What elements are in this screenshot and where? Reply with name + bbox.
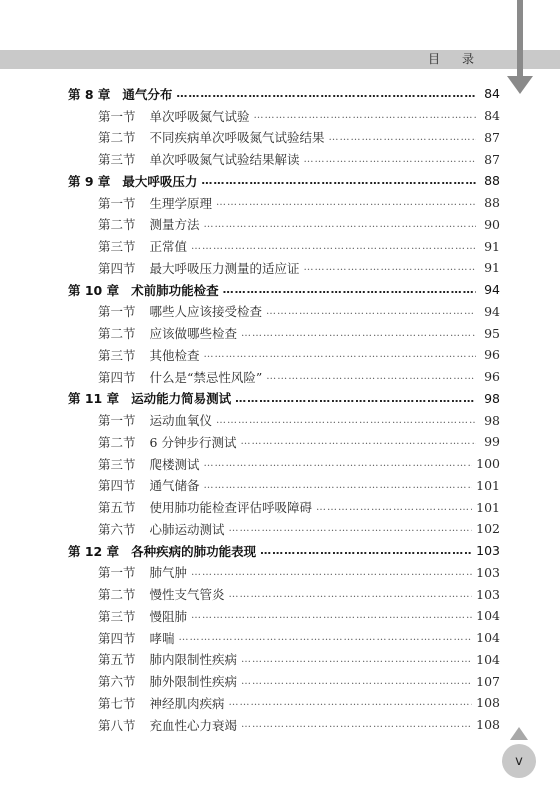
toc-chapter-row[interactable] xyxy=(68,388,500,410)
toc-entry-number: 第五节 xyxy=(98,652,136,668)
toc-entry-title: 肺外限制性疾病 xyxy=(149,674,238,690)
toc-page-number: 84 xyxy=(484,108,500,124)
toc-entry-title: 6 分钟步行测试 xyxy=(149,434,237,450)
toc-entry-number: 第三节 xyxy=(98,608,136,624)
toc-entry-number: 第六节 xyxy=(98,674,136,690)
toc-page-number: 98 xyxy=(484,412,500,428)
dot-leader xyxy=(254,110,476,121)
toc-entry-number: 第 10 章 xyxy=(68,282,120,298)
running-header: 目录 xyxy=(427,52,496,66)
toc-entry-number: 第一节 xyxy=(98,413,136,429)
toc-entry-title: 术前肺功能检查 xyxy=(131,282,219,298)
toc-section-row[interactable] xyxy=(68,105,500,127)
toc-page-number: 103 xyxy=(476,543,500,559)
toc-section-row[interactable] xyxy=(68,453,500,475)
toc-page-number: 87 xyxy=(484,129,500,145)
toc-section-row[interactable] xyxy=(68,475,500,497)
toc-entry-title: 单次呼吸氮气试验 xyxy=(149,108,250,124)
toc-section-row[interactable] xyxy=(68,214,500,236)
toc-entry-number: 第二节 xyxy=(98,326,136,342)
toc-entry-number: 第二节 xyxy=(98,587,136,603)
up-arrow-icon xyxy=(509,726,529,742)
toc-entry-number: 第四节 xyxy=(98,630,136,646)
dot-leader xyxy=(229,589,473,600)
toc-entry-number: 第七节 xyxy=(98,695,136,711)
dot-leader xyxy=(216,415,476,426)
dot-leader xyxy=(266,306,476,317)
toc-entry-number: 第三节 xyxy=(98,239,136,255)
toc-entry-number: 第 9 章 xyxy=(68,173,111,189)
down-arrow-icon xyxy=(505,0,535,96)
toc-entry-number: 第四节 xyxy=(98,478,136,494)
dot-leader xyxy=(191,610,472,621)
dot-leader xyxy=(179,632,473,643)
toc-entry-title: 神经肌肉疾病 xyxy=(149,695,225,711)
toc-section-row[interactable] xyxy=(68,692,500,714)
dot-leader xyxy=(241,676,472,687)
toc-page-number: 101 xyxy=(476,477,500,493)
toc-section-row[interactable] xyxy=(68,409,500,431)
toc-entry-number: 第一节 xyxy=(98,304,136,320)
toc-chapter-row[interactable] xyxy=(68,540,500,562)
toc-section-row[interactable] xyxy=(68,649,500,671)
toc-section-row[interactable] xyxy=(68,627,500,649)
dot-leader xyxy=(266,371,476,382)
toc-section-row[interactable] xyxy=(68,496,500,518)
dot-leader xyxy=(204,219,476,230)
dot-leader xyxy=(229,523,473,534)
toc-entry-title: 生理学原理 xyxy=(149,195,213,211)
toc-entry-title: 正常值 xyxy=(149,239,188,255)
toc-section-row[interactable] xyxy=(68,518,500,540)
toc-entry-title: 各种疾病的肺功能表现 xyxy=(131,543,257,559)
toc-section-row[interactable] xyxy=(68,148,500,170)
toc-section-row[interactable] xyxy=(68,235,500,257)
toc-entry-title: 运动能力简易测试 xyxy=(131,391,232,407)
toc-section-row[interactable] xyxy=(68,322,500,344)
toc-section-row[interactable] xyxy=(68,192,500,214)
toc-chapter-row[interactable] xyxy=(68,83,500,105)
dot-leader xyxy=(240,436,476,447)
toc-entry-title: 充血性心力衰竭 xyxy=(149,717,238,733)
toc-page-number: 91 xyxy=(484,238,500,254)
toc-entry-number: 第三节 xyxy=(98,347,136,363)
toc-page-number: 99 xyxy=(484,434,500,450)
toc-entry-title: 最大呼吸压力测量的适应证 xyxy=(149,260,300,276)
toc-page-number: 95 xyxy=(484,325,500,341)
toc-entry-number: 第八节 xyxy=(98,717,136,733)
toc-chapter-row[interactable] xyxy=(68,170,500,192)
toc-page-number: 88 xyxy=(484,195,500,211)
toc-entry-title: 肺气肿 xyxy=(149,565,188,581)
toc-section-row[interactable] xyxy=(68,344,500,366)
toc-page-number: 107 xyxy=(476,673,500,689)
toc-section-row[interactable] xyxy=(68,714,500,736)
dot-leader xyxy=(204,349,476,360)
toc-entry-number: 第二节 xyxy=(98,130,136,146)
dot-leader xyxy=(223,283,476,296)
toc-page-number: 103 xyxy=(476,586,500,602)
table-of-contents xyxy=(68,83,500,736)
toc-page-number: 100 xyxy=(476,456,500,472)
toc-page-number: 101 xyxy=(476,499,500,515)
dot-leader xyxy=(191,241,476,252)
toc-entry-number: 第 12 章 xyxy=(68,543,120,559)
toc-entry-title: 慢性支气管炎 xyxy=(149,587,225,603)
toc-page-number: 84 xyxy=(484,86,500,102)
toc-section-row[interactable] xyxy=(68,605,500,627)
toc-section-row[interactable] xyxy=(68,431,500,453)
toc-entry-title: 通气分布 xyxy=(122,86,173,102)
toc-page-number: 102 xyxy=(476,521,500,537)
toc-page-number: 96 xyxy=(484,369,500,385)
dot-leader xyxy=(316,502,472,513)
toc-chapter-row[interactable] xyxy=(68,279,500,301)
dot-leader xyxy=(260,544,472,557)
toc-entry-title: 单次呼吸氮气试验结果解读 xyxy=(149,152,300,168)
dot-leader xyxy=(176,87,476,100)
toc-page-number: 104 xyxy=(476,608,500,624)
dot-leader xyxy=(241,328,476,339)
dot-leader xyxy=(304,262,476,273)
toc-entry-title: 不同疾病单次呼吸氮气试验结果 xyxy=(149,130,325,146)
toc-page-number: 96 xyxy=(484,347,500,363)
toc-page-number: 98 xyxy=(484,390,500,406)
toc-page-number: 108 xyxy=(476,717,500,733)
toc-entry-number: 第三节 xyxy=(98,152,136,168)
toc-page-number: 94 xyxy=(484,282,500,298)
toc-page-number: 91 xyxy=(484,260,500,276)
toc-entry-number: 第四节 xyxy=(98,369,136,385)
dot-leader xyxy=(229,697,473,708)
dot-leader xyxy=(191,567,472,578)
toc-entry-title: 使用肺功能检查评估呼吸障碍 xyxy=(149,500,313,516)
dot-leader xyxy=(216,197,476,208)
toc-entry-title: 通气储备 xyxy=(149,478,200,494)
toc-page-number: 103 xyxy=(476,564,500,580)
toc-entry-title: 慢阻肺 xyxy=(149,608,188,624)
toc-page-number: 104 xyxy=(476,630,500,646)
toc-section-row[interactable] xyxy=(68,562,500,584)
toc-page-number: 108 xyxy=(476,695,500,711)
page-number: v xyxy=(502,744,536,778)
toc-section-row[interactable] xyxy=(68,127,500,149)
toc-entry-title: 最大呼吸压力 xyxy=(122,173,198,189)
toc-entry-title: 测量方法 xyxy=(149,217,200,233)
toc-entry-number: 第 11 章 xyxy=(68,391,120,407)
toc-entry-number: 第二节 xyxy=(98,217,136,233)
toc-section-row[interactable] xyxy=(68,366,500,388)
dot-leader xyxy=(235,392,476,405)
toc-page-number: 87 xyxy=(484,151,500,167)
dot-leader xyxy=(304,154,476,165)
toc-entry-number: 第一节 xyxy=(98,195,136,211)
dot-leader xyxy=(204,480,473,491)
toc-entry-number: 第 8 章 xyxy=(68,86,111,102)
toc-page-number: 90 xyxy=(484,216,500,232)
toc-entry-number: 第一节 xyxy=(98,565,136,581)
dot-leader xyxy=(329,132,476,143)
toc-entry-title: 心肺运动测试 xyxy=(149,521,225,537)
toc-entry-title: 爬楼测试 xyxy=(149,456,200,472)
toc-entry-title: 哪些人应该接受检查 xyxy=(149,304,263,320)
toc-entry-number: 第二节 xyxy=(98,434,136,450)
toc-section-row[interactable] xyxy=(68,257,500,279)
dot-leader xyxy=(241,719,472,730)
dot-leader xyxy=(201,174,476,187)
toc-page-number: 88 xyxy=(484,173,500,189)
dot-leader xyxy=(204,458,473,469)
toc-entry-number: 第一节 xyxy=(98,108,136,124)
toc-entry-title: 什么是“禁忌性风险” xyxy=(149,369,263,385)
toc-section-row[interactable] xyxy=(68,670,500,692)
toc-entry-title: 肺内限制性疾病 xyxy=(149,652,238,668)
toc-entry-title: 运动血氧仪 xyxy=(149,413,213,429)
toc-page-number: 104 xyxy=(476,651,500,667)
toc-entry-title: 其他检查 xyxy=(149,347,200,363)
toc-entry-title: 应该做哪些检查 xyxy=(149,326,238,342)
toc-section-row[interactable] xyxy=(68,583,500,605)
toc-page-number: 94 xyxy=(484,303,500,319)
toc-entry-number: 第六节 xyxy=(98,521,136,537)
toc-section-row[interactable] xyxy=(68,301,500,323)
toc-entry-number: 第五节 xyxy=(98,500,136,516)
toc-entry-title: 哮喘 xyxy=(149,630,175,646)
toc-entry-number: 第三节 xyxy=(98,456,136,472)
toc-entry-number: 第四节 xyxy=(98,260,136,276)
dot-leader xyxy=(241,654,472,665)
